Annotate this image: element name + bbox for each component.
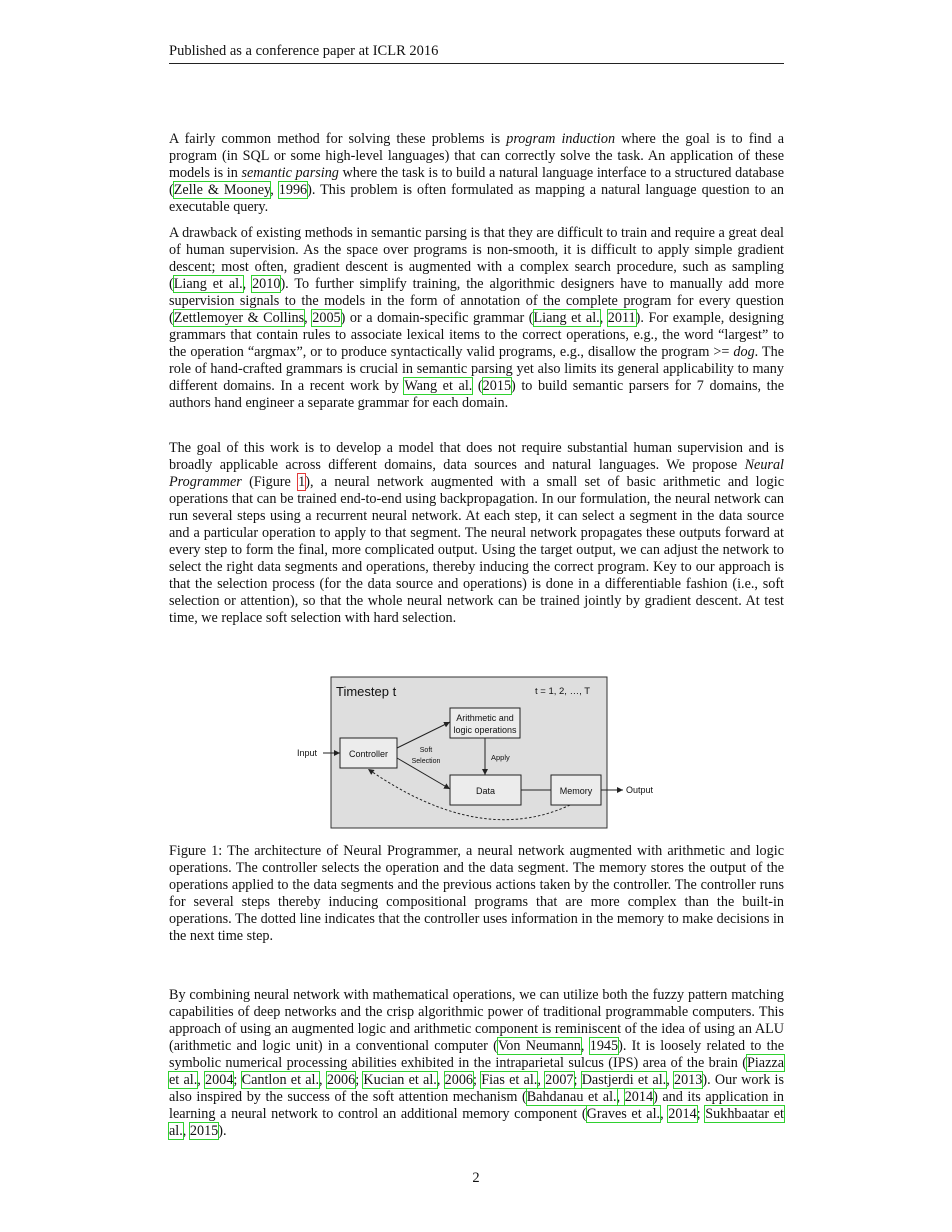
timestep-range: t = 1, 2, …, T <box>535 686 591 697</box>
text-span: . The role of hand-crafted grammars is crucial in semantic parsing yet also limits its general applicability to many different domains. In a recent work by <box>169 343 784 394</box>
text-span: ). For example, designing grammars that contain rules to associate lexical items to the correct operations, e.g., the word “largest” to the operation “argmax”, or to produce syntactically valid programs, e.g., disallow the program <box>169 309 785 360</box>
paragraph-3 <box>169 440 784 626</box>
citation-link[interactable]: 2011 <box>607 309 636 326</box>
text-span: ; <box>233 1071 242 1088</box>
citation-link[interactable]: 2015 <box>189 1122 219 1139</box>
text-span: By combining neural network with mathematical operations, we can utilize both the fuzzy pattern matching capabilities of deep networks and the crisp algorithmic power of traditional programmable computers. This approach of using an augmented logic and arithmetic component is reminiscent of the idea of using an ALU (arithmetic and logic unit) in a conventional computer ( <box>169 987 784 1054</box>
figure-1-diagram <box>290 672 670 832</box>
citation-link[interactable]: 2013 <box>673 1071 703 1088</box>
text-span: , <box>436 1071 445 1088</box>
text-span: , <box>197 1071 206 1088</box>
text-span: ). This problem is often formulated as mapping a natural language question to an executable query. <box>169 181 785 215</box>
citation-link[interactable]: Wang et al. <box>404 377 473 394</box>
apply-label: Apply <box>491 753 510 762</box>
soft-label-1: Soft <box>419 747 433 754</box>
citation-link[interactable]: 1996 <box>278 181 308 198</box>
citation-link[interactable]: Liang et al. <box>533 309 600 326</box>
citation-link[interactable]: 2005 <box>312 309 341 326</box>
paragraph-1 <box>169 131 784 216</box>
text-span: , <box>304 309 313 326</box>
citation-link[interactable]: Kucian et al. <box>363 1071 437 1088</box>
timestep-title: Timestep t <box>336 684 397 699</box>
data-label: Data <box>475 786 496 796</box>
text-span: , <box>182 1122 190 1139</box>
citation-link[interactable]: Liang et al. <box>173 275 243 292</box>
citation-link[interactable]: Sukhbaatar et al. <box>169 1105 784 1139</box>
soft-label-2: Selection <box>411 758 441 765</box>
paragraph-4 <box>169 987 784 1140</box>
text-span: ; <box>355 1071 364 1088</box>
ops-label-1: Arithmetic and <box>456 713 514 723</box>
running-header: Published as a conference paper at ICLR 2016 <box>169 42 784 64</box>
text-span: ). <box>218 1122 227 1139</box>
text-span: ) to build semantic parsers for 7 domains, the authors hand engineer a separate grammar for each domain. <box>169 377 785 411</box>
citation-link[interactable]: Cantlon et al. <box>241 1071 320 1088</box>
memory-label: Memory <box>559 786 593 796</box>
citation-link[interactable]: Zelle & Mooney <box>173 181 271 198</box>
citation-link[interactable]: Bahdanau et al. <box>526 1088 617 1105</box>
text-span: A fairly common method for solving these problems is <box>169 131 507 147</box>
text-span: A drawback of existing methods in semantic parsing is that they are difficult to train and require a great deal of human supervision. As the space over programs is non-smooth, it is difficult to apply simple gradient descent; most often, gradient descent is augmented with a complex search procedure, such as sampling ( <box>169 225 784 292</box>
text-span: , <box>242 275 253 292</box>
figure-caption: Figure 1: The architecture of Neural Programmer, a neural network augmented with arithmetic and logic operations. The controller selects the operation and the data segment. The memory stores the output of the operations applied to the data segments and the previous actions taken by the controller. The controller runs for several steps thereby inducing compositional programs that are more complex than the built-in operations. The dotted line indicates that the controller uses information in the memory to make decisions in the next time step. <box>169 843 784 944</box>
text-span: , <box>616 1088 625 1105</box>
citation-link[interactable]: 2006 <box>444 1071 473 1088</box>
citation-link[interactable]: 1945 <box>589 1037 619 1054</box>
citation-link[interactable]: 2015 <box>482 377 512 394</box>
emphasis-text: dog <box>733 343 755 360</box>
text-span: ). It is loosely related to the symbolic numerical processing abilities exhibited in the intraparietal sulcus (IPS) area of the brain ( <box>169 1037 784 1071</box>
citation-link[interactable]: 2007 <box>545 1071 574 1088</box>
citation-link[interactable]: 2004 <box>205 1071 234 1088</box>
text-span: , <box>666 1071 674 1088</box>
citation-link[interactable]: Fias et al. <box>481 1071 538 1088</box>
text-span: (Figure <box>241 473 299 490</box>
text-span: ) or a domain-specific grammar ( <box>340 309 534 326</box>
text-span: >= <box>713 343 734 360</box>
citation-link[interactable]: 2010 <box>252 275 281 292</box>
text-span: ( <box>472 377 483 394</box>
citation-link[interactable]: 2014 <box>668 1105 697 1122</box>
citation-link[interactable]: Von Neumann <box>497 1037 581 1054</box>
page-number: 2 <box>472 1170 480 1186</box>
text-span: ). To further simplify training, the algorithmic designers have to manually add more supervision signals to the models in the form of annotation of the complete program for every question ( <box>169 275 784 326</box>
ops-label-2: logic operations <box>453 725 517 735</box>
paragraph-2 <box>169 225 784 411</box>
text-span: , <box>537 1071 546 1088</box>
text-span: , <box>660 1105 669 1122</box>
text-span: ), a neural network augmented with a small set of basic arithmetic and logic operations that can be trained end-to-end using backpropagation. In our formulation, the neural network can run several steps using a recurrent neural network. At each step, it can select a segment in the data source and a particular operation to apply to that segment. The neural network propagates these outputs forward at every step to form the final, more complicated output. Using the target output, we can adjust the network to select the right data segments and operations, thereby inducing the correct program. Key to our approach is that the selection process (for the data source and operations) is done in a differentiable fashion (i.e., soft selection or attention), so that the whole neural network can be trained jointly by gradient descent. At test time, we replace soft selection with hard selection. <box>169 473 784 626</box>
citation-link[interactable]: Dastjerdi et al. <box>581 1071 667 1088</box>
text-span: , <box>319 1071 327 1088</box>
text-span: The goal of this work is to develop a model that does not require substantial human supervision and is broadly applicable across different domains, data sources and natural languages. We propose <box>169 440 784 473</box>
input-label: Input <box>297 748 318 758</box>
figure-ref-link[interactable]: 1 <box>298 473 306 490</box>
text-span: ). Our work is also inspired by the success of the soft attention mechanism ( <box>169 1071 785 1105</box>
text-span: where the task is to build a natural language interface to a structured database ( <box>169 164 784 198</box>
text-span: ) and its application in learning a neural network to control an additional memory component ( <box>169 1088 785 1122</box>
text-span: where the goal is to find a program (in SQL or some high-level languages) that can correctly solve the task. An application of these models is in <box>169 131 784 181</box>
text-span: , <box>599 309 608 326</box>
text-span: ; <box>473 1071 482 1088</box>
output-label: Output <box>626 785 654 795</box>
emphasis-text: semantic parsing <box>241 164 339 181</box>
emphasis-text: program induction <box>506 131 616 147</box>
citation-link[interactable]: 2006 <box>326 1071 356 1088</box>
text-span: , <box>270 181 279 198</box>
text-span: ; <box>573 1071 582 1088</box>
citation-link[interactable]: Graves et al. <box>586 1105 661 1122</box>
citation-link[interactable]: Piazza et al. <box>169 1054 784 1088</box>
controller-label: Controller <box>348 749 389 759</box>
citation-link[interactable]: 2014 <box>624 1088 654 1105</box>
citation-link[interactable]: Zettlemoyer & Collins <box>173 309 305 326</box>
emphasis-text: Neural Programmer <box>169 456 784 490</box>
text-span: ; <box>696 1105 706 1122</box>
text-span: , <box>580 1037 590 1054</box>
